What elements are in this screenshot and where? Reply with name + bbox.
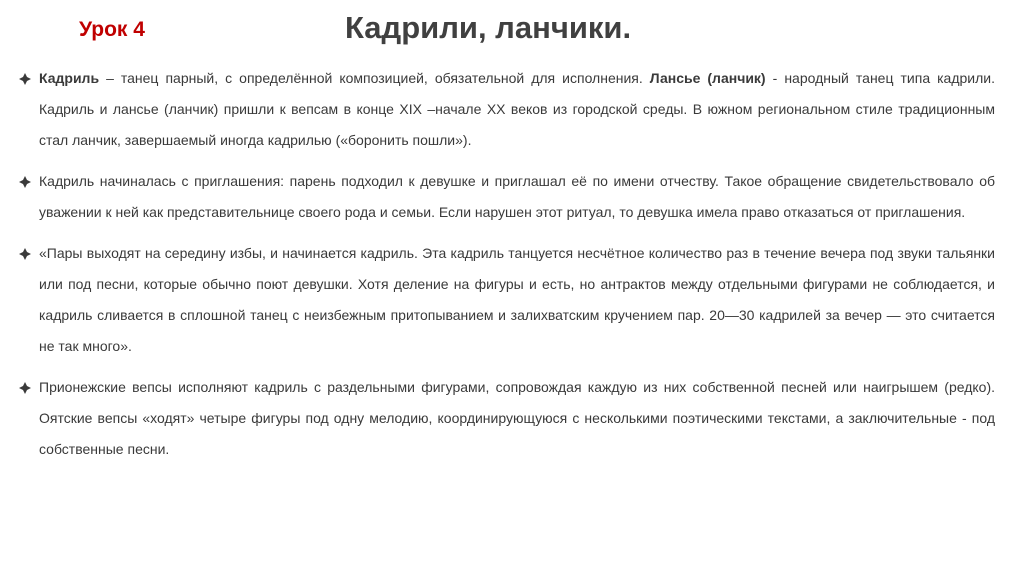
bullet-item-1 [19, 63, 995, 156]
lesson-label: Урок 4 [79, 18, 145, 41]
diamond-bullet-icon [19, 238, 35, 269]
diamond-bullet-icon [19, 63, 35, 94]
bullet-text-part: - народный танец типа кадрили. Кадриль и лансье (ланчик) пришли к вепсам в конце XIX –начале XX веков из городской среды. В южном региональном стиле традиционным стал ланчик, завершаемый иногда кадрилью («боронить пошли»). [39, 70, 995, 148]
bullet-text: Прионежские вепсы исполняют кадриль с раздельными фигурами, сопровождая каждую из них собственной песней или наигрышем (редко). Оятские вепсы «ходят» четыре фигуры под одну мелодию, координирующуюся с несколькими поэтическими текстами, а заключительные - под собственные песни. [39, 379, 995, 457]
bullet-item-4 [19, 372, 995, 465]
diamond-bullet-icon [19, 372, 35, 403]
slide-title: Кадрили, ланчики. [345, 10, 632, 45]
term-lanse: Лансье (ланчик) [649, 70, 766, 86]
term-kadril: Кадриль [39, 70, 100, 86]
bullet-item-2 [19, 166, 995, 228]
bullet-text-part: – танец парный, с определённой композицией, обязательной для исполнения. [99, 70, 650, 86]
diamond-bullet-icon [19, 166, 35, 197]
bullet-text: «Пары выходят на середину избы, и начинается кадриль. Эта кадриль танцуется несчётное количество раз в течение вечера под звуки тальянки или под песни, которые обычно поют девушки. Хотя деление на фигуры и есть, но антрактов между отдельными фигурами не соблюдается, и кадриль сливается в сплошной танец с неизбежным притопыванием и залихватским кручением пар. 20—30 кадрилей за вечер — это считается не так много». [39, 245, 995, 354]
bullet-item-3 [19, 238, 995, 362]
bullet-text: Кадриль начиналась с приглашения: парень подходил к девушке и приглашал её по имени отчеству. Такое обращение свидетельствовало об уважении к ней как представительнице своего рода и семьи. Если нарушен этот ритуал, то девушка имела право отказаться от приглашения. [39, 173, 995, 220]
bullet-list [19, 63, 995, 465]
